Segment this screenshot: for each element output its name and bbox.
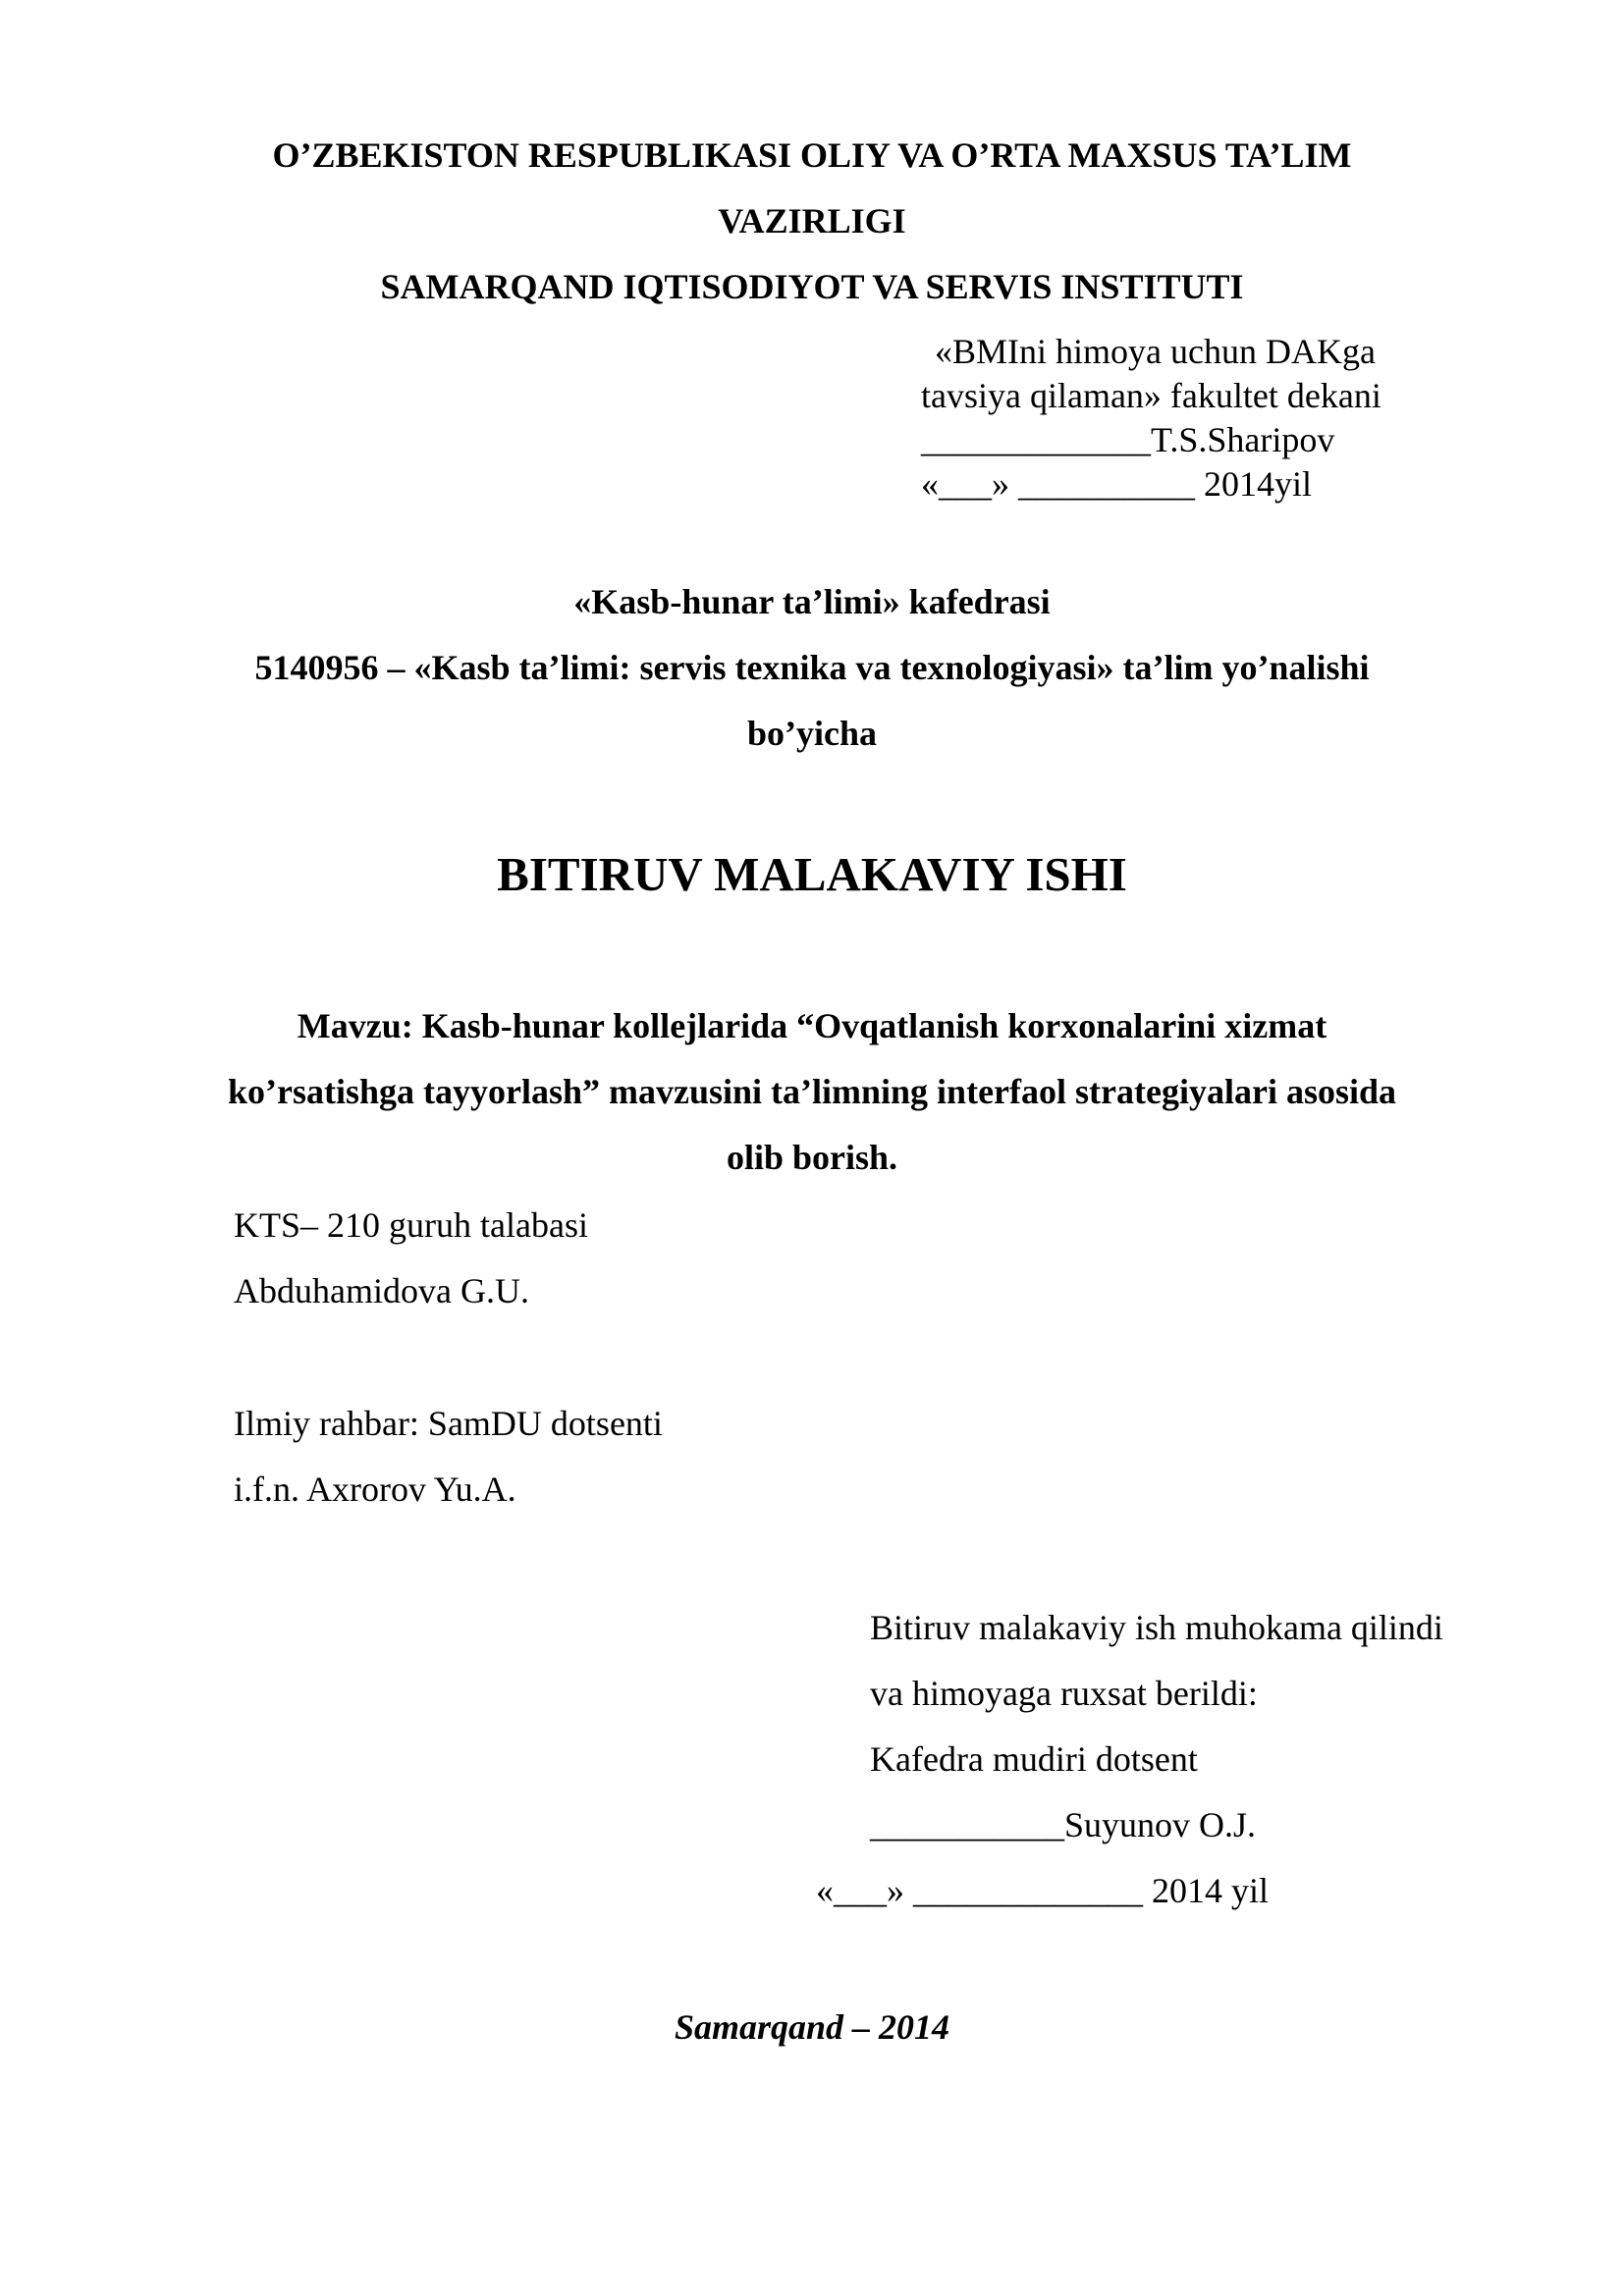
topic-line-3: olib borish.	[726, 1138, 898, 1177]
department-head-title: Kafedra mudiri dotsent	[870, 1739, 1198, 1779]
place-year: Samarqand – 2014	[674, 2007, 950, 2047]
approval-line-2: tavsiya qilaman» fakultet dekani	[921, 376, 1381, 415]
discussion-line-1: Bitiruv malakaviy ish muhokama qilindi	[870, 1608, 1443, 1647]
student-group: KTS– 210 guruh talabasi	[234, 1205, 588, 1245]
supervisor-role: Ilmiy rahbar: SamDU dotsenti	[234, 1404, 663, 1443]
dean-approval-block	[921, 330, 1381, 507]
topic-line-2: ko’rsatishga tayyorlash” mavzusini ta’limning interfaol strategiyalari asosida	[228, 1072, 1396, 1111]
approval-signature-line: _____________T.S.Sharipov	[921, 420, 1335, 459]
supervisor-block	[234, 1391, 663, 1522]
discussion-line-2: va himoyaga ruxsat berildi:	[870, 1674, 1258, 1713]
supervisor-name: i.f.n. Axrorov Yu.A.	[234, 1469, 516, 1509]
department-head-signature: ___________Suyunov O.J.	[870, 1805, 1257, 1844]
specialty-line: 5140956 – «Kasb ta’limi: servis texnika va texnologiyasi» ta’lim yo’nalishi	[254, 648, 1370, 687]
approval-date-line: «___» __________ 2014yil	[921, 464, 1313, 504]
document-title: BITIRUV MALAKAVIY ISHI	[497, 847, 1127, 901]
institute-name: SAMARQAND IQTISODIYOT VA SERVIS INSTITUTI	[380, 267, 1244, 306]
topic-block	[0, 993, 1624, 1191]
topic-line-1: Mavzu: Kasb-hunar kollejlarida “Ovqatlanish korxonalarini xizmat	[297, 1006, 1327, 1045]
ministry-line-2: VAZIRLIGI	[718, 201, 906, 240]
department-block	[0, 569, 1624, 767]
specialty-line-end: bo’yicha	[746, 714, 877, 753]
discussion-block	[870, 1595, 1443, 1858]
student-block	[234, 1193, 588, 1324]
ministry-line-1: O’ZBEKISTON RESPUBLIKASI OLIY VA O’RTA MAXSUS TA’LIM	[272, 135, 1352, 175]
discussion-date-line: «___» _____________ 2014 yil	[816, 1871, 1270, 1910]
approval-line-1: «BMIni himoya uchun DAKga	[935, 332, 1376, 371]
student-name: Abduhamidova G.U.	[234, 1271, 529, 1310]
department-name: «Kasb-hunar ta’limi» kafedrasi	[573, 582, 1051, 621]
ministry-heading	[0, 123, 1624, 320]
